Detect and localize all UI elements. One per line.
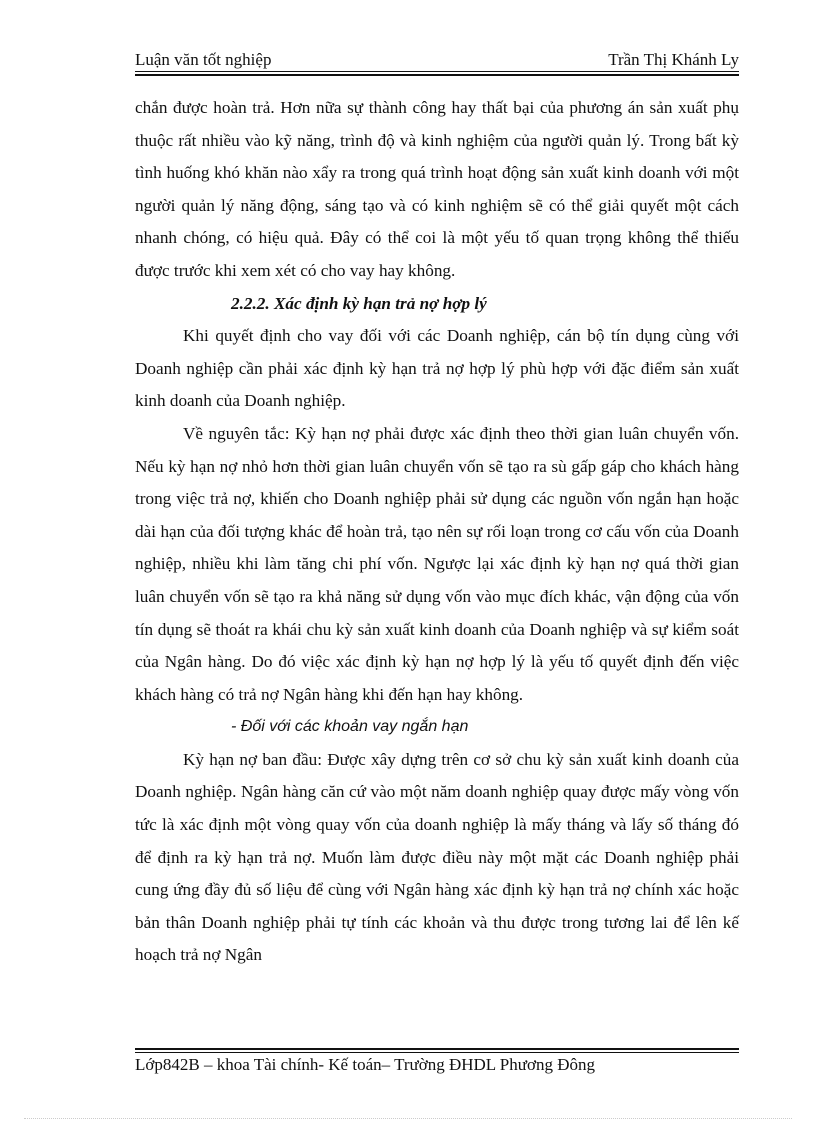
page-footer: Lớp842B – khoa Tài chính- Kế toán– Trường ĐHDL Phương Đông	[135, 1055, 595, 1074]
paragraph: Về nguyên tắc: Kỳ hạn nợ phải được xác định theo thời gian luân chuyển vốn. Nếu kỳ hạn nợ nhỏ hơn thời gian luân chuyển vốn sẽ tạo ra sù gấp gáp cho khách hàng trong việc trả nợ, khiến cho Doanh nghiệp phải sử dụng các nguồn vốn ngắn hạn hoặc dài hạn của đối tượng khác để hoàn trả, tạo nên sự rối loạn trong cơ cấu vốn của Doanh nghiệp, nhiều khi làm tăng chi phí vốn. Ngược lại xác định kỳ hạn nợ quá thời gian luân chuyển vốn sẽ tạo ra khả năng sử dụng vốn vào mục đích khác, vận động của vốn tín dụng sẽ thoát ra khái chu kỳ sản xuất kinh doanh của Doanh nghiệp và sự kiểm soát của Ngân hàng. Do đó việc xác định kỳ hạn nợ hợp lý là yếu tố quyết định đến việc khách hàng có trả nợ Ngân hàng khi đến hạn hay không.	[135, 423, 739, 704]
header-rule-thick	[135, 74, 739, 76]
subsection-heading: - Đối với các khoản vay ngắn hạn	[231, 718, 469, 736]
paragraph: Khi quyết định cho vay đối với các Doanh nghiệp, cán bộ tín dụng cùng với Doanh nghiệp cần phải xác định kỳ hạn trả nợ hợp lý phù hợp với đặc điểm sản xuất kinh doanh của Doanh nghiệp.	[135, 326, 739, 411]
page-edge-dotted-line	[24, 1118, 792, 1120]
header-thesis-label: Luận văn tốt nghiệp	[135, 50, 272, 69]
paragraph: Kỳ hạn nợ ban đầu: Được xây dựng trên cơ sở chu kỳ sản xuất kinh doanh của Doanh nghiệp. Ngân hàng căn cứ vào một năm doanh nghiệp quay được mấy vòng vốn tức là xác định một vòng quay vốn của doanh nghiệp là mấy tháng và lấy số tháng đó để định ra kỳ hạn trả nợ. Muốn làm được điều này một mặt các Doanh nghiệp phải cung ứng đầy đủ số liệu để cùng với Ngân hàng xác định kỳ hạn trả nợ chính xác hoặc bản thân Doanh nghiệp phải tự tính các khoản và thu được trong tương lai để lên kế hoạch trả nợ Ngân	[135, 749, 739, 965]
document-body	[135, 92, 739, 972]
paragraph-continued: chắn được hoàn trả. Hơn nữa sự thành công hay thất bại của phương án sản xuất phụ thuộc rất nhiều vào kỹ năng, trình độ và kinh nghiệm của người quản lý. Trong bất kỳ tình huống khó khăn nào xẩy ra trong quá trình hoạt động sản xuất kinh doanh với một người quản lý năng động, sáng tạo và có kinh nghiệm sẽ có thể giải quyết một cách nhanh chóng, có hiệu quả. Đây có thể coi là một yếu tố quan trọng không thể thiếu được trước khi xem xét có cho vay hay không.	[135, 98, 739, 280]
footer-rule-thick	[135, 1048, 739, 1050]
footer-rule	[135, 1052, 739, 1053]
header-rule	[135, 71, 739, 72]
header-author-name: Trần Thị Khánh Ly	[608, 50, 739, 69]
page-header	[135, 50, 739, 70]
section-heading: 2.2.2. Xác định kỳ hạn trả nợ hợp lý	[231, 293, 487, 313]
